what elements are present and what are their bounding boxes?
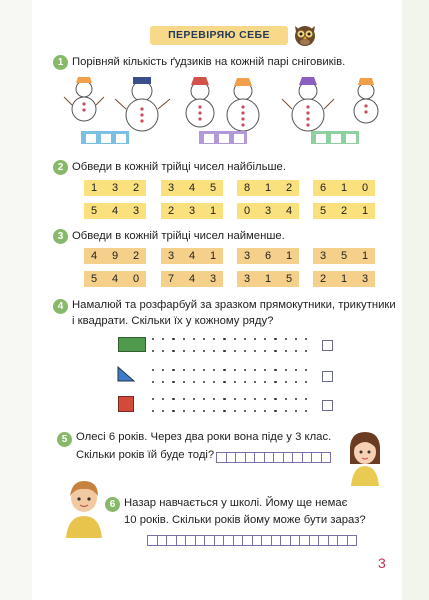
grid-dot [305, 350, 307, 352]
task-2-text: Обведи в кожній трійці чисел найбільше. [72, 161, 286, 173]
number-digit: 2 [340, 205, 348, 217]
grid-dot [274, 398, 276, 400]
grid-dot [162, 381, 164, 383]
grid-dot [244, 350, 246, 352]
grid-dot [172, 410, 174, 412]
grid-dot [183, 410, 185, 412]
grid-dot [264, 398, 266, 400]
grid-dot [193, 398, 195, 400]
number-digit: 2 [319, 273, 327, 285]
grid-dot [305, 398, 307, 400]
number-digit: 1 [285, 250, 293, 262]
grid-dot [172, 381, 174, 383]
number-digit: 3 [209, 273, 217, 285]
grid-dot [203, 381, 205, 383]
grid-dot [203, 338, 205, 340]
number-triple[interactable] [84, 248, 146, 264]
task-1-text: Порівняй кількість ґудзиків на кожній парі сніговиків. [72, 56, 346, 68]
number-triple[interactable] [313, 180, 375, 196]
grid-dot [305, 381, 307, 383]
grid-dot [254, 381, 256, 383]
grid-dot [285, 369, 287, 371]
grid-dot [264, 338, 266, 340]
compare-box-2[interactable] [199, 131, 247, 144]
grid-dot [254, 369, 256, 371]
grid-dot [152, 410, 154, 412]
grid-dot [254, 398, 256, 400]
number-triple[interactable] [161, 180, 223, 196]
grid-dot [234, 398, 236, 400]
grid-dot [193, 338, 195, 340]
number-digit: 3 [111, 182, 119, 194]
task-6-text-line1: Назар навчається у школі. Йому ще немає [124, 497, 348, 509]
task-3-text: Обведи в кожній трійці чисел найменше. [72, 230, 285, 242]
number-digit: 2 [285, 182, 293, 194]
number-digit: 4 [285, 205, 293, 217]
grid-dot [295, 381, 297, 383]
grid-dot [285, 350, 287, 352]
grid-dot [223, 350, 225, 352]
grid-dot [305, 410, 307, 412]
number-digit: 0 [243, 205, 251, 217]
number-triple[interactable] [313, 203, 375, 219]
number-triple[interactable] [313, 248, 375, 264]
snowman-big-1 [115, 77, 170, 131]
grid-dot [203, 350, 205, 352]
number-digit: 9 [111, 250, 119, 262]
count-checkbox-3[interactable] [322, 400, 333, 411]
number-digit: 3 [264, 205, 272, 217]
grid-dot [244, 369, 246, 371]
grid-dot [162, 350, 164, 352]
number-digit: 2 [132, 182, 140, 194]
grid-dot [234, 369, 236, 371]
number-triple[interactable] [84, 203, 146, 219]
grid-dot [285, 398, 287, 400]
number-digit: 3 [132, 205, 140, 217]
number-digit: 0 [361, 182, 369, 194]
grid-dot [213, 350, 215, 352]
number-digit: 3 [361, 273, 369, 285]
grid-dot [193, 410, 195, 412]
grid-dot [223, 338, 225, 340]
sample-square [118, 396, 134, 412]
page-header: ПЕРЕВІРЯЮ СЕБЕ [150, 26, 288, 45]
grid-dot [213, 369, 215, 371]
snowmen-illustration [60, 73, 400, 161]
grid-dot [295, 369, 297, 371]
grid-dot [152, 369, 154, 371]
number-digit: 4 [188, 182, 196, 194]
number-digit: 5 [90, 273, 98, 285]
grid-dot [234, 350, 236, 352]
task-5-answer-cells[interactable] [216, 452, 330, 463]
number-digit: 2 [132, 250, 140, 262]
number-digit: 3 [167, 250, 175, 262]
snowman-big-2 [227, 78, 259, 131]
grid-dot [234, 381, 236, 383]
grid-dot [295, 398, 297, 400]
number-digit: 2 [167, 205, 175, 217]
number-digit: 1 [340, 273, 348, 285]
number-triple[interactable] [84, 271, 146, 287]
grid-dot [274, 338, 276, 340]
number-digit: 1 [361, 205, 369, 217]
number-digit: 3 [319, 250, 327, 262]
grid-dot [234, 338, 236, 340]
number-triple[interactable] [313, 271, 375, 287]
number-digit: 4 [188, 250, 196, 262]
number-digit: 1 [340, 182, 348, 194]
number-triple[interactable] [237, 271, 299, 287]
grid-dot [264, 381, 266, 383]
number-digit: 1 [90, 182, 98, 194]
number-digit: 5 [90, 205, 98, 217]
number-digit: 3 [243, 250, 251, 262]
count-checkbox-1[interactable] [322, 340, 333, 351]
task-number-3: 3 [53, 229, 68, 244]
number-digit: 5 [209, 182, 217, 194]
grid-dot [295, 350, 297, 352]
number-triple[interactable] [237, 248, 299, 264]
sample-triangle [117, 366, 135, 387]
grid-dot [244, 398, 246, 400]
grid-dot [295, 410, 297, 412]
task-4-text-line1: Намалюй та розфарбуй за зразком прямокутники, трикутники [72, 299, 396, 311]
number-digit: 5 [319, 205, 327, 217]
grid-dot [213, 410, 215, 412]
task-5-text-line1: Олесі 6 років. Через два роки вона піде у 3 клас. [76, 431, 332, 443]
number-digit: 4 [90, 250, 98, 262]
grid-dot [264, 369, 266, 371]
grid-dot [152, 398, 154, 400]
grid-dot [162, 369, 164, 371]
count-checkbox-2[interactable] [322, 371, 333, 382]
boy-illustration [62, 478, 106, 538]
grid-dot [274, 410, 276, 412]
number-digit: 8 [243, 182, 251, 194]
grid-dot [203, 398, 205, 400]
grid-dot [203, 410, 205, 412]
task-number-5: 5 [57, 432, 72, 447]
sample-rectangle [118, 337, 146, 352]
grid-dot [172, 350, 174, 352]
task-5-text-line2: Скільки років їй буде тоді? [76, 449, 215, 461]
girl-illustration [345, 430, 385, 486]
grid-dot [223, 398, 225, 400]
task-4-text-line2: і квадрати. Скільки їх у кожному ряду? [72, 315, 274, 327]
grid-dot [305, 338, 307, 340]
grid-dot [234, 410, 236, 412]
grid-dot [162, 338, 164, 340]
number-digit: 1 [209, 250, 217, 262]
grid-dot [183, 369, 185, 371]
task-number-4: 4 [53, 299, 68, 314]
owl-icon [292, 23, 318, 47]
number-digit: 0 [132, 273, 140, 285]
grid-dot [172, 369, 174, 371]
right-page-margin [402, 0, 429, 600]
grid-dot [254, 350, 256, 352]
number-digit: 1 [209, 205, 217, 217]
number-triple[interactable] [84, 180, 146, 196]
number-digit: 6 [319, 182, 327, 194]
snowman-big-3 [282, 77, 334, 131]
grid-dot [152, 338, 154, 340]
grid-dot [285, 410, 287, 412]
grid-dot [254, 410, 256, 412]
grid-dot [193, 369, 195, 371]
task-number-2: 2 [53, 160, 68, 175]
number-digit: 3 [243, 273, 251, 285]
grid-dot [254, 338, 256, 340]
number-triple[interactable] [161, 203, 223, 219]
grid-dot [183, 350, 185, 352]
grid-dot [223, 410, 225, 412]
grid-dot [162, 398, 164, 400]
grid-dot [264, 410, 266, 412]
number-digit: 3 [188, 205, 196, 217]
page-number: 3 [378, 555, 386, 571]
compare-box-3[interactable] [311, 131, 359, 144]
grid-dot [274, 381, 276, 383]
task-6-answer-cells[interactable] [147, 535, 356, 546]
task-number-6: 6 [105, 497, 120, 512]
grid-dot [203, 369, 205, 371]
number-digit: 7 [167, 273, 175, 285]
grid-dot [162, 410, 164, 412]
number-triple[interactable] [237, 180, 299, 196]
number-digit: 3 [167, 182, 175, 194]
grid-dot [213, 338, 215, 340]
grid-dot [274, 350, 276, 352]
grid-dot [213, 398, 215, 400]
number-triple[interactable] [161, 271, 223, 287]
grid-dot [244, 338, 246, 340]
number-digit: 4 [111, 205, 119, 217]
snowman-small-2 [186, 77, 214, 127]
number-triple[interactable] [161, 248, 223, 264]
grid-dot [285, 381, 287, 383]
grid-dot [172, 338, 174, 340]
grid-dot [223, 369, 225, 371]
task-number-1: 1 [53, 55, 68, 70]
grid-dot [152, 381, 154, 383]
number-digit: 1 [264, 182, 272, 194]
number-digit: 5 [285, 273, 293, 285]
grid-dot [244, 410, 246, 412]
snowman-small-3 [354, 78, 378, 123]
number-digit: 4 [111, 273, 119, 285]
grid-dot [183, 338, 185, 340]
left-page-margin [0, 0, 32, 600]
grid-dot [244, 381, 246, 383]
grid-dot [183, 398, 185, 400]
grid-dot [305, 369, 307, 371]
grid-dot [172, 398, 174, 400]
grid-dot [274, 369, 276, 371]
grid-dot [193, 350, 195, 352]
number-digit: 6 [264, 250, 272, 262]
grid-dot [264, 350, 266, 352]
number-digit: 1 [361, 250, 369, 262]
grid-dot [285, 338, 287, 340]
number-digit: 4 [188, 273, 196, 285]
number-digit: 1 [264, 273, 272, 285]
grid-dot [183, 381, 185, 383]
grid-dot [223, 381, 225, 383]
grid-dot [213, 381, 215, 383]
number-digit: 5 [340, 250, 348, 262]
snowman-small-1 [64, 77, 104, 121]
compare-box-1[interactable] [81, 131, 129, 144]
grid-dot [295, 338, 297, 340]
task-6-text-line2: 10 років. Скільки років йому може бути зараз? [124, 514, 366, 526]
number-triple[interactable] [237, 203, 299, 219]
grid-dot [152, 350, 154, 352]
grid-dot [193, 381, 195, 383]
